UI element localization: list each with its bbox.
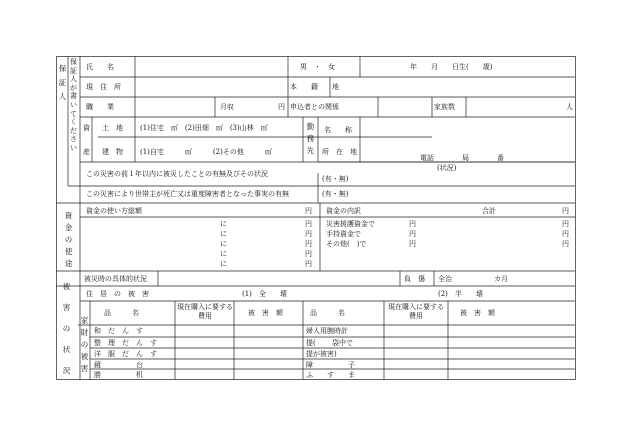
injury-value[interactable]: 全治 カ月: [438, 275, 508, 283]
address-label: 現 住 所: [86, 83, 121, 91]
prior-damage-yes-no[interactable]: (有・無): [322, 175, 349, 183]
breakdown-item: 災害援護資金で: [326, 220, 375, 228]
injury-label: 負 傷: [404, 275, 425, 283]
funds-yen: 円: [305, 250, 312, 258]
work-address-label: 所 在 地: [322, 148, 357, 156]
breakdown-yen: 円: [562, 220, 569, 228]
left-item: 鏡 台: [94, 361, 143, 369]
birth-date-field[interactable]: 年 月 日生( 歳): [410, 63, 493, 71]
left-item: 整 理 だ ん す: [94, 339, 157, 347]
funds-use-line: に: [220, 230, 227, 238]
breakdown-item: その他( )で: [326, 240, 367, 248]
status-note: (状況): [437, 164, 457, 172]
funds-total-yen: 円: [305, 207, 312, 215]
prior-damage-question: この災害の前１年以内に被災したことの有無及びその状況: [86, 170, 268, 178]
breakdown-total-yen: 円: [562, 207, 569, 215]
household-label: 家財の被害: [80, 316, 89, 373]
col-loss-right: 被 害 額: [460, 309, 495, 317]
breakdown-yen: 円: [562, 230, 569, 238]
funds-yen: 円: [305, 260, 312, 268]
right-item: 提が被害): [306, 350, 337, 358]
home-damage-label: 住 居 の 被 害: [86, 290, 149, 298]
funds-use-line: に: [220, 220, 227, 228]
full-collapse-option[interactable]: (1) 全 壊: [242, 290, 287, 298]
guarantor-note: 保証人が書いてください: [70, 58, 77, 152]
breakdown-label: 資金の内訳: [326, 207, 361, 215]
col-loss-left: 被 害 額: [248, 309, 283, 317]
death-yes-no[interactable]: (有・無): [322, 190, 349, 198]
col-cost-left: 現在購入に要する費用: [177, 303, 233, 320]
funds-section-label: 資金の使途: [64, 211, 73, 268]
funds-yen: 円: [305, 230, 312, 238]
work-label: 勤務先: [306, 122, 315, 155]
assets-label-2: 産: [83, 148, 90, 156]
income-label: 月収: [220, 103, 234, 111]
gender-select[interactable]: 男 ・ 女: [300, 63, 335, 71]
col-cost-right: 現在購入に要する費用: [388, 303, 444, 320]
funds-use-line: に: [220, 260, 227, 268]
funds-yen: 円: [305, 240, 312, 248]
left-item: 洋 服 だ ん す: [94, 350, 157, 358]
right-item: ふ す ま: [306, 371, 355, 379]
phone-field[interactable]: 電話 局 番: [420, 154, 504, 162]
land-label: 土 地: [102, 124, 123, 132]
funds-use-line: に: [220, 250, 227, 258]
right-item: 提( 袋中で: [306, 339, 353, 347]
name-label: 氏 名: [86, 63, 114, 71]
death-question: この災害により世帯主が死亡又は重度障害者となった事実の有無: [86, 190, 289, 198]
funds-yen: 円: [305, 220, 312, 228]
breakdown-yen: 円: [409, 240, 416, 248]
assets-label: 資: [83, 124, 90, 132]
right-item: 婦人用腕時計: [306, 327, 348, 335]
relation-label: 申込者との関係: [290, 103, 339, 111]
funds-total-label: 資金の使い方総額: [86, 207, 142, 215]
half-collapse-option[interactable]: (2) 半 壊: [438, 290, 483, 298]
col-item-right: 品 名: [310, 309, 345, 317]
right-item: 障 子: [306, 361, 355, 369]
occupation-label: 職 業: [86, 103, 114, 111]
family-unit: 人: [566, 103, 573, 111]
work-name-label: 名 称: [324, 126, 352, 134]
guarantor-section-label: 保証人: [58, 64, 67, 101]
breakdown-yen: 円: [562, 240, 569, 248]
specific-label: 被災時の具体的状況: [84, 275, 147, 283]
land-values[interactable]: (1)住宅 ㎡ (2)田畑 ㎡ (3)山林 ㎡: [140, 124, 268, 132]
breakdown-total: 合計: [482, 207, 496, 215]
col-item-left: 品 名: [104, 309, 139, 317]
funds-use-line: に: [220, 240, 227, 248]
breakdown-yen: 円: [409, 230, 416, 238]
family-label: 家族数: [434, 103, 455, 111]
breakdown-item: 手持資金で: [326, 230, 361, 238]
building-values[interactable]: (1)自宅 ㎡ (2)その他 ㎡: [140, 148, 272, 156]
building-label: 建 物: [102, 148, 123, 156]
income-yen: 円: [278, 103, 285, 111]
damage-section-label: 被害の状況: [62, 282, 71, 375]
left-item: 勝 机: [94, 371, 143, 379]
domicile-label: 本 籍 地: [290, 83, 339, 91]
left-item: 和 だ ん す: [94, 327, 143, 335]
breakdown-yen: 円: [409, 220, 416, 228]
